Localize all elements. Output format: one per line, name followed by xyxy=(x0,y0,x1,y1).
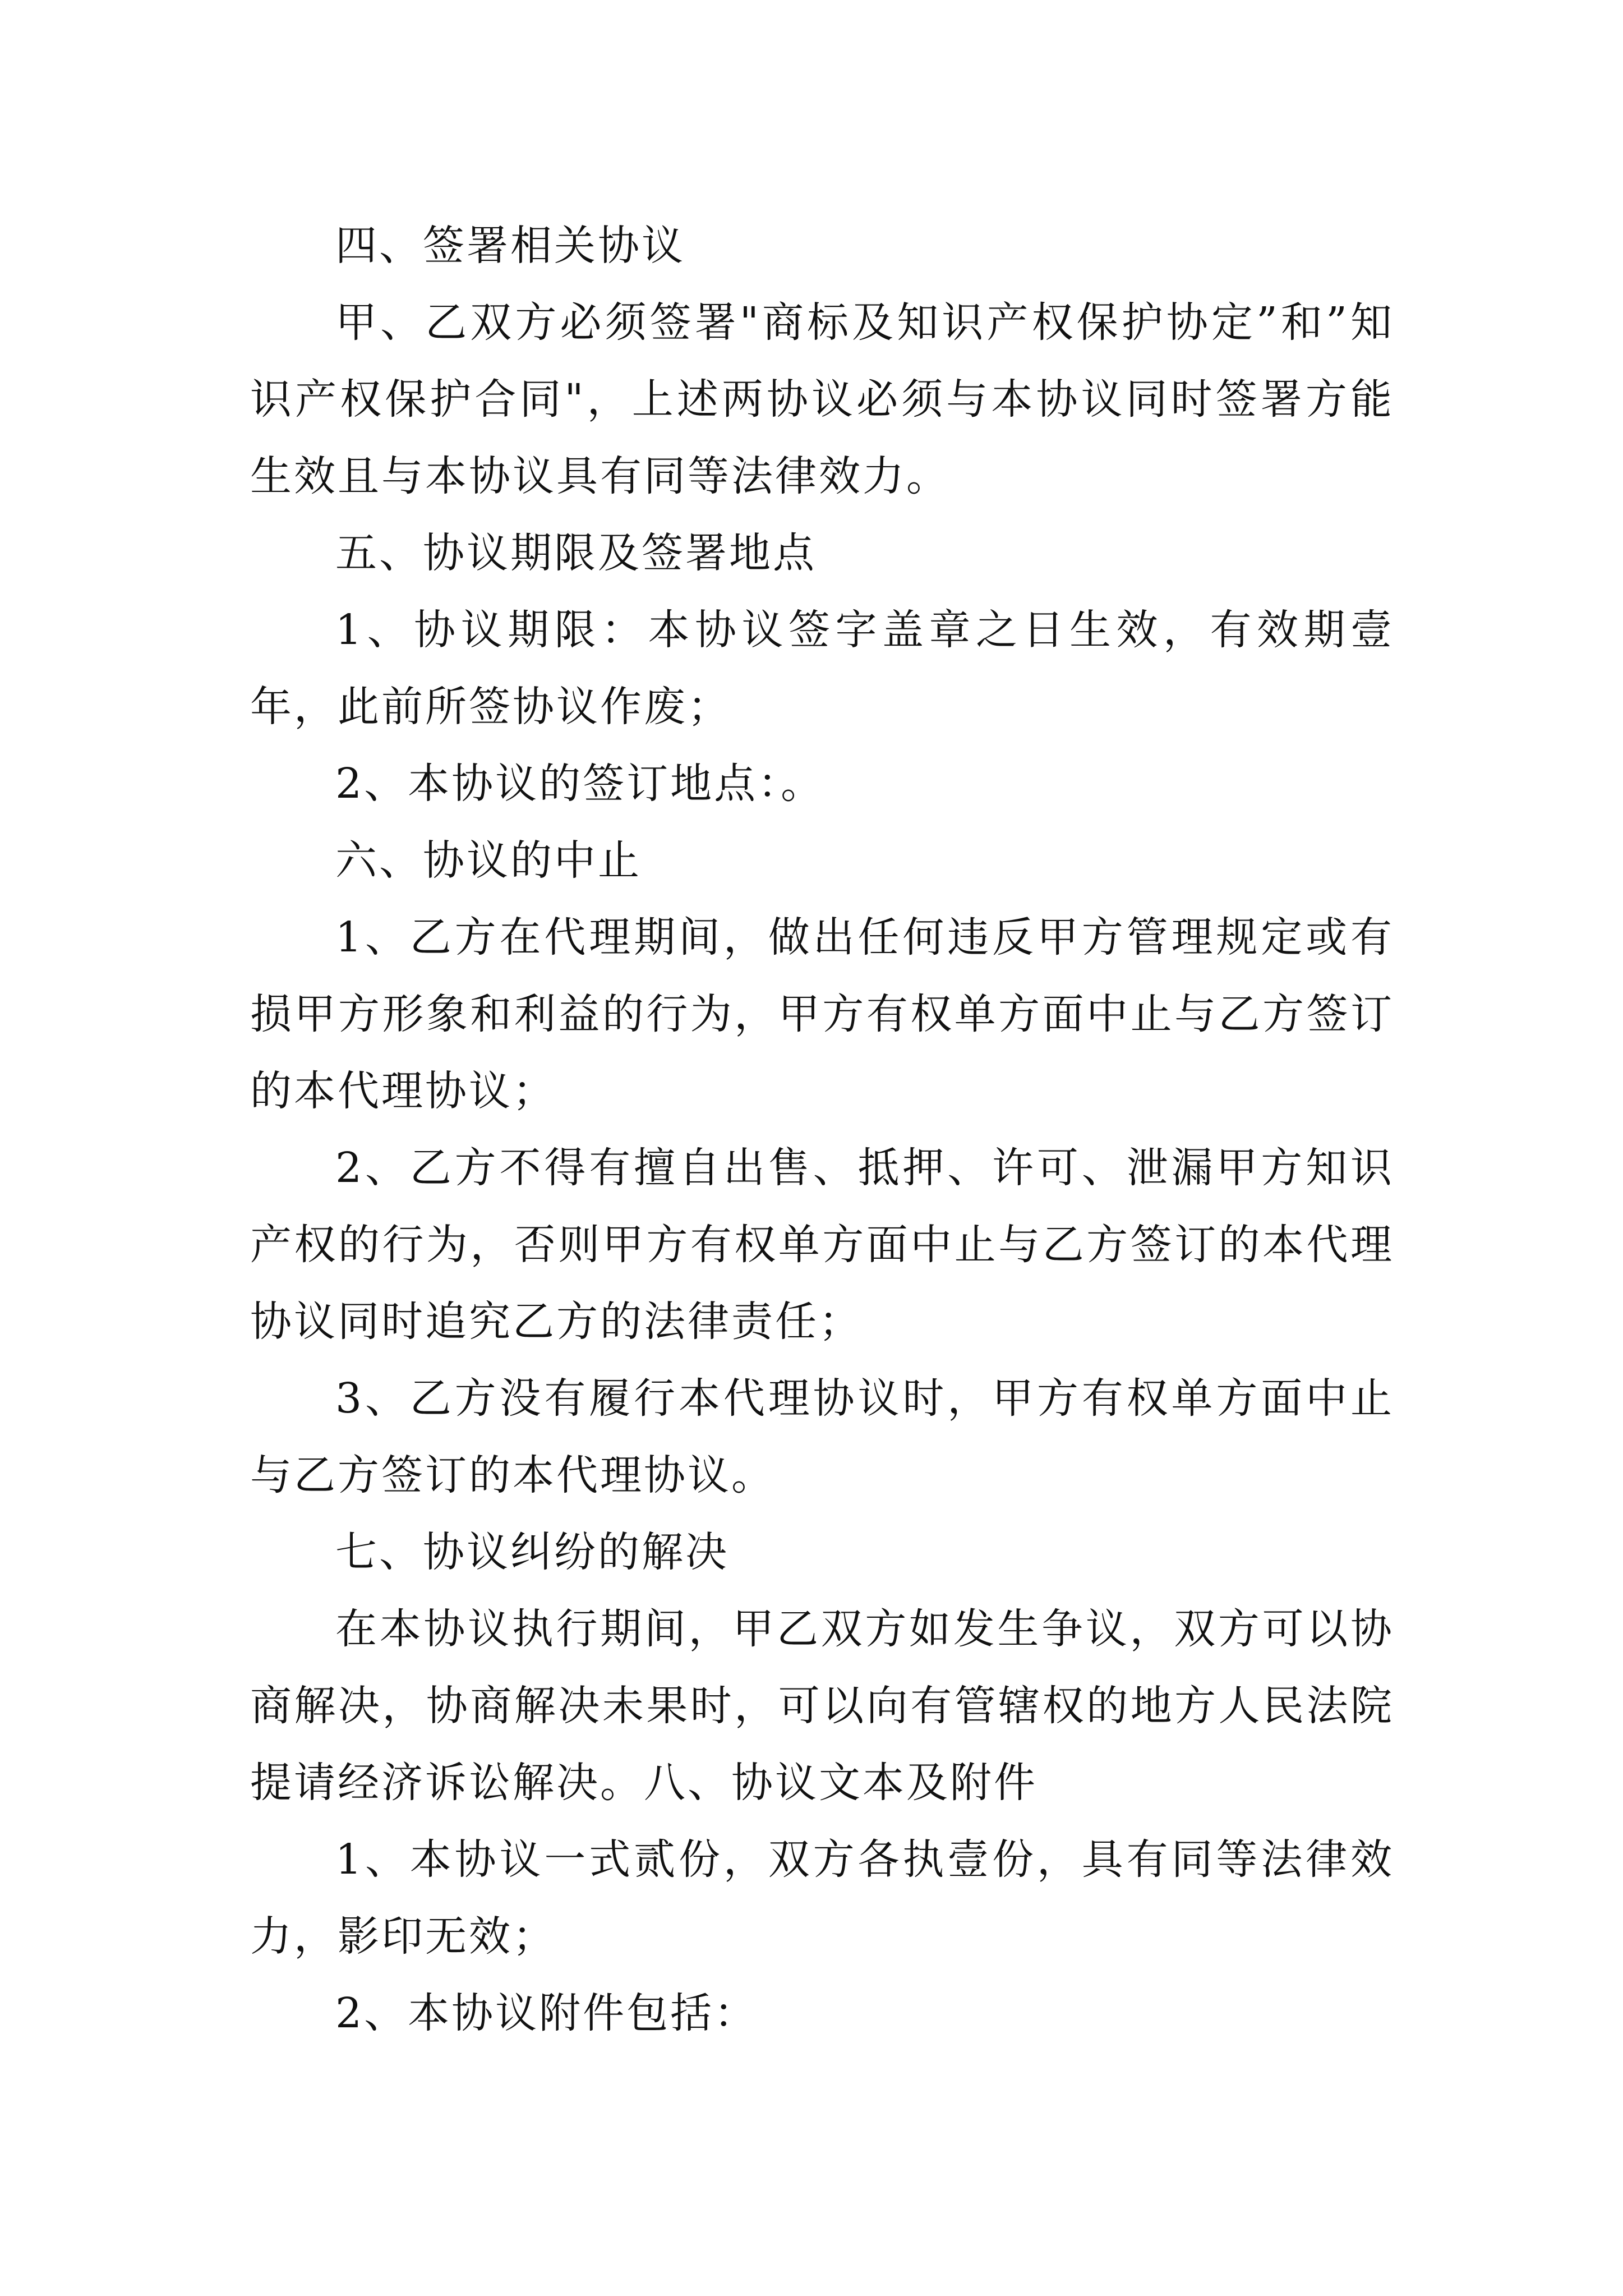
paragraph-termination-2: 2、乙方不得有擅自出售、抵押、许可、泄漏甲方知识产权的行为，否则甲方有权单方面中止与乙方签订的本代理协议同时追究乙方的法律责任； xyxy=(250,1144,1394,1346)
paragraph-attachments: 2、本协议附件包括： xyxy=(335,1989,758,2037)
paragraph-termination-1: 1、乙方在代理期间，做出任何违反甲方管理规定或有损甲方形象和利益的行为，甲方有权单方面中止与乙方签订的本代理协议； xyxy=(250,913,1394,1115)
section-heading-signing: 四、签署相关协议 xyxy=(335,222,685,270)
document-body xyxy=(250,208,1394,2052)
section-heading-term-location: 五、协议期限及签署地点 xyxy=(335,529,817,577)
section-heading-dispute: 七、协议纠纷的解决 xyxy=(335,1528,729,1576)
section-heading-termination: 六、协议的中止 xyxy=(335,836,642,885)
paragraph-signing-requirement: 甲、乙双方必须签署"商标及知识产权保护协定”和”知识产权保护合同"，上述两协议必须与本协议同时签署方能生效且与本协议具有同等法律效力。 xyxy=(250,298,1394,500)
paragraph-location: 2、本协议的签订地点：。 xyxy=(335,760,825,808)
paragraph-termination-3: 3、乙方没有履行本代理协议时，甲方有权单方面中止与乙方签订的本代理协议。 xyxy=(250,1374,1394,1499)
paragraph-copies: 1、本协议一式贰份，双方各执壹份，具有同等法律效力，影印无效； xyxy=(250,1835,1394,1961)
paragraph-term: 1、协议期限：本协议签字盖章之日生效，有效期壹年，此前所签协议作废； xyxy=(250,606,1394,731)
paragraph-dispute-resolution: 在本协议执行期间，甲乙双方如发生争议，双方可以协商解决，协商解决未果时，可以向有管辖权的地方人民法院提请经济诉讼解决。八、协议文本及附件 xyxy=(250,1605,1394,1807)
